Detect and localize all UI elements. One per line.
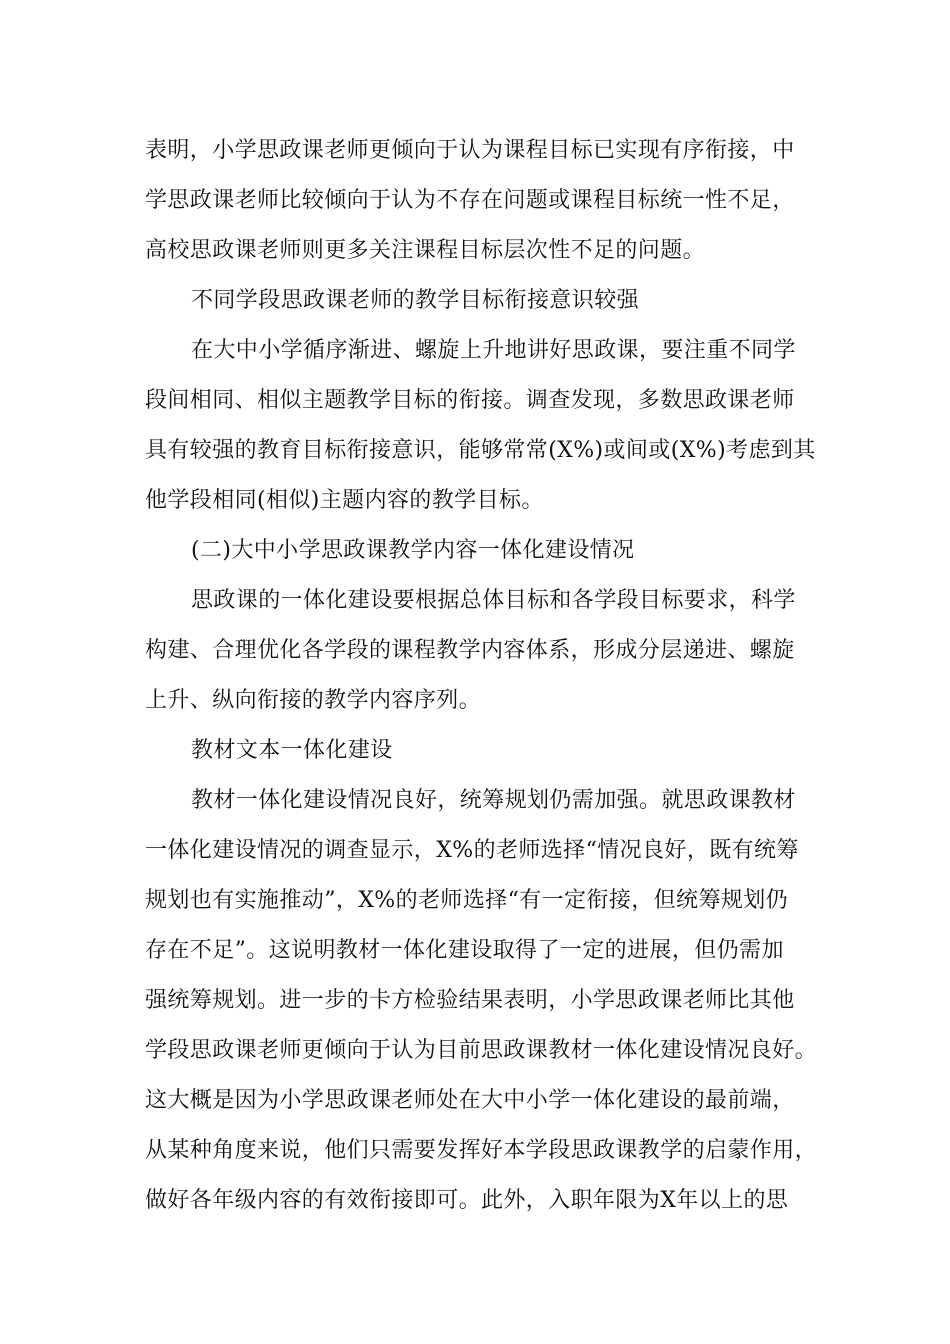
paragraph-line: 在大中小学循序渐进、螺旋上升地讲好思政课，要注重不同学 <box>191 338 796 363</box>
paragraph-line: 具有较强的教育目标衔接意识，能够常常(X%)或间或(X%)考虑到其 <box>145 438 816 463</box>
document-body <box>145 126 818 1226</box>
paragraph-line: 从某种角度来说，他们只需要发挥好本学段思政课教学的启蒙作用， <box>145 1138 818 1163</box>
section-heading: 不同学段思政课老师的教学目标衔接意识较强 <box>191 288 640 313</box>
paragraph-line: 一体化建设情况的调查显示，X%的老师选择“情况良好，既有统筹 <box>145 838 799 863</box>
paragraph-line: 规划也有实施推动”，X%的老师选择“有一定衔接，但统筹规划仍 <box>145 888 789 913</box>
paragraph-line: 上升、纵向衔接的教学内容序列。 <box>145 688 482 713</box>
paragraph-line: 表明，小学思政课老师更倾向于认为课程目标已实现有序衔接，中 <box>145 138 795 163</box>
paragraph-line: 教材一体化建设情况良好，统筹规划仍需加强。就思政课教材 <box>191 788 796 813</box>
section-heading: 教材文本一体化建设 <box>191 738 393 763</box>
paragraph-line: 段间相同、相似主题教学目标的衔接。调查发现，多数思政课老师 <box>145 388 795 413</box>
paragraph-line: 学思政课老师比较倾向于认为不存在问题或课程目标统一性不足， <box>145 188 795 213</box>
paragraph-line: 构建、合理优化各学段的课程教学内容体系，形成分层递进、螺旋 <box>145 638 795 663</box>
paragraph-line: 学段思政课老师更倾向于认为目前思政课教材一体化建设情况良好。 <box>145 1038 818 1063</box>
paragraph-line: 高校思政课老师则更多关注课程目标层次性不足的问题。 <box>145 238 706 263</box>
section-heading: (二)大中小学思政课教学内容一体化建设情况 <box>191 538 635 563</box>
paragraph-line: 强统筹规划。进一步的卡方检验结果表明，小学思政课老师比其他 <box>145 988 795 1013</box>
body-paragraph <box>145 776 818 1226</box>
paragraph-line: 他学段相同(相似)主题内容的教学目标。 <box>145 488 544 513</box>
body-paragraph <box>145 126 810 276</box>
body-paragraph <box>145 326 816 526</box>
paragraph-line: 思政课的一体化建设要根据总体目标和各学段目标要求，科学 <box>191 588 796 613</box>
body-paragraph <box>145 576 810 726</box>
paragraph-line: 做好各年级内容的有效衔接即可。此外，入职年限为X年以上的思 <box>145 1188 789 1213</box>
paragraph-line: 这大概是因为小学思政课老师处在大中小学一体化建设的最前端， <box>145 1088 795 1113</box>
paragraph-line: 存在不足”。这说明教材一体化建设取得了一定的进展，但仍需加 <box>145 938 784 963</box>
